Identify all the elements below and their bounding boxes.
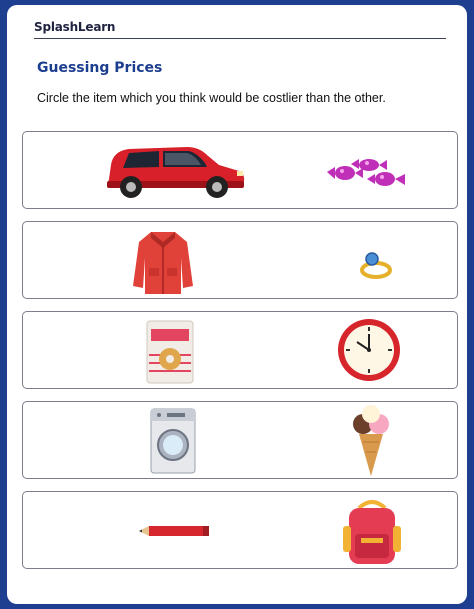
item-row-5 [22, 491, 458, 569]
washing-machine-icon[interactable] [149, 407, 197, 475]
car-icon[interactable] [103, 141, 247, 201]
item-row-2 [22, 221, 458, 299]
ring-icon[interactable] [359, 250, 395, 280]
cookies-pack-icon[interactable] [145, 319, 195, 385]
coat-icon[interactable] [131, 228, 195, 296]
ice-cream-icon[interactable] [349, 404, 393, 478]
brand-logo: SplashLearn [34, 20, 116, 34]
worksheet-page [7, 5, 467, 604]
clock-icon[interactable] [336, 317, 402, 383]
pencil-icon[interactable] [137, 524, 211, 538]
worksheet-instruction: Circle the item which you think would be costlier than the other. [37, 91, 386, 105]
item-row-1 [22, 131, 458, 209]
backpack-icon[interactable] [341, 498, 403, 566]
header-divider [34, 38, 446, 39]
candy-icon[interactable] [325, 158, 407, 188]
item-row-3 [22, 311, 458, 389]
worksheet-title: Guessing Prices [37, 60, 163, 76]
item-row-4 [22, 401, 458, 479]
